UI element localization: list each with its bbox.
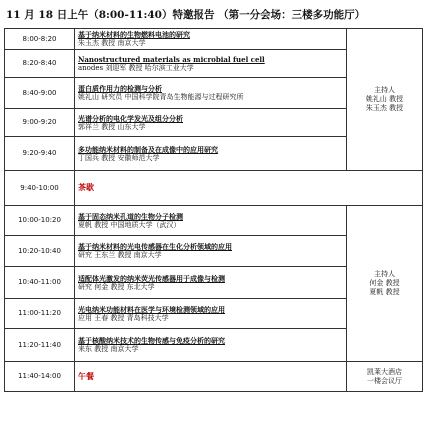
talk-cell [75,137,347,171]
time-cell: 8:20-8:40 [5,50,75,78]
talk-speaker: 姚礼山 研究员 中国科学院青岛生物能源与过程研究所 [78,93,244,101]
talk-title: 基于固态纳米孔道的生物分子检测 [78,211,183,221]
tea-break-label: 茶歇 [78,182,94,192]
host-cell [347,29,423,171]
talk-speaker: 来东 教授 南京大学 [78,345,139,353]
talk-title: 基于纳米材料的生物燃料电池的研究 [78,30,190,39]
talk-cell [75,267,347,299]
lunch-label: 午餐 [78,370,94,381]
talk-cell [75,329,347,362]
time-cell: 10:40-11:00 [5,267,75,299]
talk-cell [75,50,347,78]
table-row [5,362,423,392]
venue-name: 凯莱大酒店 [367,367,402,376]
talk-speaker: 郭祥兰 教授 山东大学 [78,122,146,131]
talk-cell [75,109,347,137]
talk-title: 基于纳米材料的光电传感器在生化分析领域的应用 [78,242,232,251]
talk-cell [75,29,347,50]
table-row [5,171,423,206]
time-cell: 9:20-9:40 [5,137,75,171]
time-cell: 10:20-10:40 [5,236,75,267]
table-row [5,29,423,50]
talk-title: Nanostructured materials as microbial fuel cell [78,54,265,64]
time-cell: 8:00-8:20 [5,29,75,50]
time-cell: 11:00-11:20 [5,299,75,329]
schedule-table [4,28,423,392]
time-cell: 11:40-14:00 [5,362,75,392]
talk-title: 适配体光激发的纳米荧光传感器用于成像与检测 [78,273,225,283]
time-cell: 8:40-9:00 [5,78,75,109]
talk-cell [75,78,347,109]
page-title: 11 月 18 日上午（8:00-11:40）特邀报告 （第一分会场：三楼多功能厅） [6,9,366,21]
host-name: 姚礼山 教授 [365,95,404,103]
break-cell [75,362,347,392]
host-cell [347,206,423,362]
talk-title: 光谱分析的电化学发光及组分分析 [78,113,183,123]
venue-room: 一楼会议厅 [367,376,402,385]
talk-cell [75,206,347,236]
host-label: 主持人 [374,270,395,278]
time-cell: 9:40-10:00 [5,171,75,206]
talk-title: 光电纳米功能材料在医学与环境检测领域的应用 [78,304,225,314]
time-cell: 10:00-10:20 [5,206,75,236]
talk-speaker: anodes 刘迎军 教授 哈尔滨工业大学 [78,63,194,72]
talk-speaker: 朱玉杰 教授 南京大学 [78,39,146,47]
host-name: 朱玉杰 教授 [365,104,404,112]
talk-title: 多功能纳米材料的制备及在成像中的应用研究 [78,144,218,154]
host-name: 夏帆 教授 [369,288,400,296]
talk-cell [75,299,347,329]
talk-title: 蛋白质作用力的检测与分析 [78,84,162,93]
talk-speaker: 丁国兵 教授 安徽师范大学 [78,153,160,162]
talk-speaker: 研究 王东兰 教授 南京大学 [78,251,162,259]
time-cell: 9:00-9:20 [5,109,75,137]
host-label: 主持人 [374,86,395,94]
talk-cell [75,236,347,267]
table-row [5,206,423,236]
talk-title: 基于核酸纳米技术的生物传感与免疫分析的研究 [78,336,225,345]
talk-speaker: 夏帆 教授 中国地质大学（武汉） [78,220,181,229]
host-name: 何金 教授 [369,279,400,287]
talk-speaker: 应用 王春 教授 青岛科技大学 [78,313,169,322]
break-cell [75,171,423,206]
venue-cell [347,362,423,392]
talk-speaker: 研究 何金 教授 东北大学 [78,282,155,291]
time-cell: 11:20-11:40 [5,329,75,362]
